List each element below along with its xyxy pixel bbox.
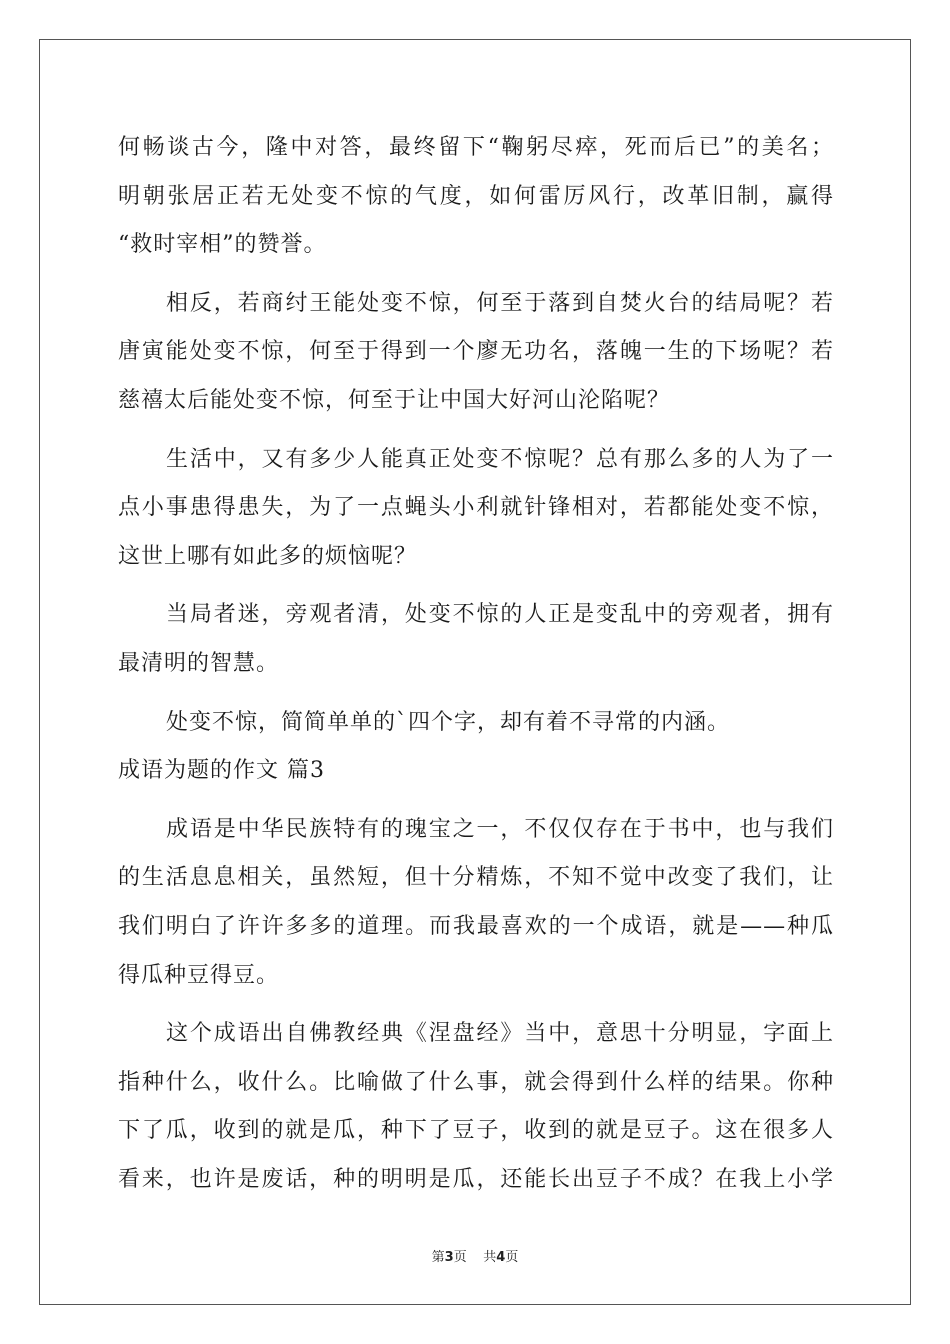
total-prefix: 共 bbox=[483, 1250, 497, 1265]
text-line: 相反，若商纣王能处变不惊，何至于落到自焚火台的结局呢？若 bbox=[166, 290, 834, 316]
text-line: 唐寅能处变不惊，何至于得到一个廖无功名，落魄一生的下场呢？若 bbox=[118, 339, 834, 365]
total-pages: 4 bbox=[496, 1250, 506, 1265]
text-line: “救时宰相”的赞誉。 bbox=[118, 232, 327, 258]
text-line: 处变不惊，简简单单的`四个字，却有着不寻常的内涵。 bbox=[166, 709, 731, 735]
text-line: 这个成语出自佛教经典《涅盘经》当中，意思十分明显，字面上 bbox=[166, 1021, 834, 1047]
paragraph-4 bbox=[118, 591, 834, 688]
text-line: 指种什么，收什么。比喻做了什么事，就会得到什么样的结果。你种 bbox=[118, 1069, 834, 1095]
text-line: 成语是中华民族特有的瑰宝之一，不仅仅存在于书中，也与我们 bbox=[166, 816, 834, 842]
text-line: 点小事患得患失，为了一点蝇头小利就针锋相对，若都能处变不惊， bbox=[118, 495, 834, 521]
page-number: 3 bbox=[444, 1250, 454, 1265]
section-heading: 成语为题的作文 篇3 bbox=[118, 758, 325, 784]
paragraph-6 bbox=[118, 806, 834, 1000]
text-line: 得瓜种豆得豆。 bbox=[118, 962, 280, 988]
text-line: 最清明的智慧。 bbox=[118, 650, 280, 676]
text-line: 看来，也许是废话，种的明明是瓜，还能长出豆子不成？在我上小学 bbox=[118, 1166, 834, 1192]
total-suffix: 页 bbox=[505, 1250, 519, 1265]
paragraph-7 bbox=[118, 1010, 834, 1204]
paragraph-3 bbox=[118, 436, 834, 582]
text-line: 当局者迷，旁观者清，处变不惊的人正是变乱中的旁观者，拥有 bbox=[166, 602, 834, 628]
text-line: 的生活息息相关，虽然短，但十分精炼，不知不觉中改变了我们，让 bbox=[118, 865, 834, 891]
text-line: 生活中，又有多少人能真正处变不惊呢？总有那么多的人为了一 bbox=[166, 446, 834, 472]
text-line: 慈禧太后能处变不惊，何至于让中国大好河山沦陷呢？ bbox=[118, 387, 671, 413]
text-line: 我们明白了许许多多的道理。而我最喜欢的一个成语，就是——种瓜 bbox=[118, 913, 834, 939]
text-line: 何畅谈古今，隆中对答，最终留下“鞠躬尽瘁，死而后已”的美名； bbox=[118, 135, 834, 160]
document-body bbox=[118, 124, 834, 1204]
page-prefix: 第 bbox=[431, 1250, 445, 1265]
text-line: 明朝张居正若无处变不惊的气度，如何雷厉风行，改革旧制，赢得 bbox=[118, 183, 834, 209]
page-footer bbox=[0, 1246, 950, 1265]
text-line: 下了瓜，收到的就是瓜，种下了豆子，收到的就是豆子。这在很多人 bbox=[118, 1118, 834, 1144]
paragraph-5 bbox=[118, 699, 834, 748]
page-suffix: 页 bbox=[453, 1250, 467, 1265]
paragraph-1 bbox=[118, 124, 834, 270]
paragraph-2 bbox=[118, 280, 834, 426]
text-line: 这世上哪有如此多的烦恼呢？ bbox=[118, 543, 418, 569]
